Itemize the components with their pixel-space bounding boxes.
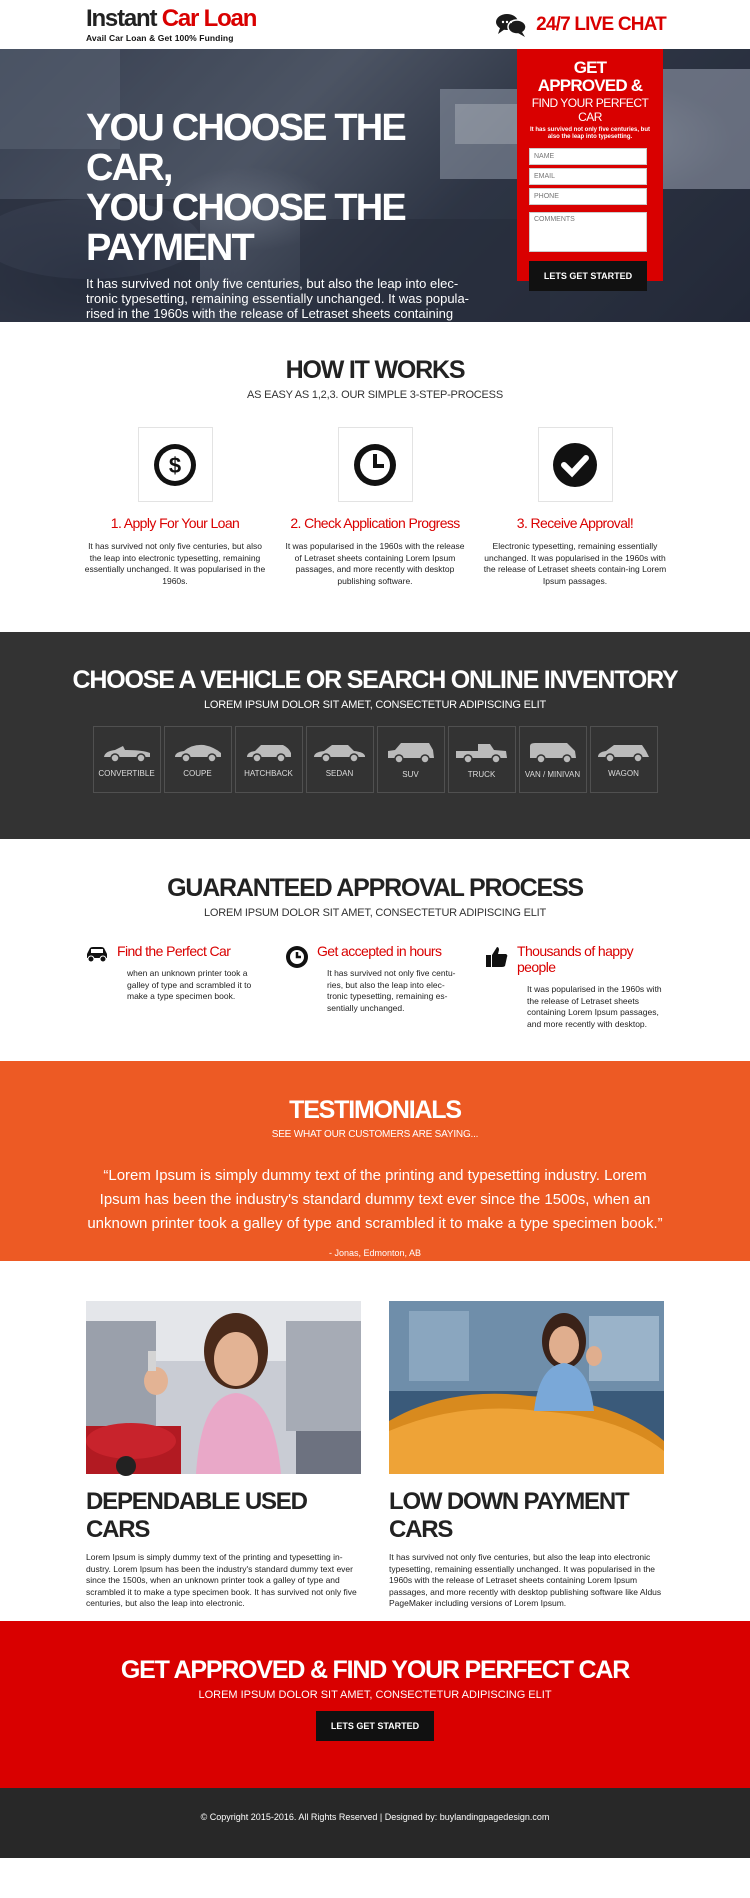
- vehicle-coupe[interactable]: [164, 726, 232, 793]
- approval-subtitle: LOREM IPSUM DOLOR SIT AMET, CONSECTETUR ADIPISCING ELIT: [203, 907, 547, 919]
- wagon-icon: [596, 741, 652, 763]
- step-title: 3. Receive Approval!: [516, 515, 634, 531]
- feature-title: Thousands of happy people: [517, 943, 634, 975]
- testimonials-section: [0, 1061, 750, 1261]
- promo-title: DEPENDABLE USED CARS: [86, 1488, 307, 1543]
- comments-field[interactable]: [529, 212, 647, 252]
- feature-description: It was popularised in the 1960s with the release of Letraset sheets containing Lorem Ipsum passages, and more recently with desktop.: [527, 984, 662, 1029]
- vehicle-truck[interactable]: [448, 726, 516, 793]
- logo-title: Instant Car Loan: [86, 5, 257, 32]
- feature-title: Find the Perfect Car: [117, 943, 231, 959]
- vehicle-title: CHOOSE A VEHICLE OR SEARCH ONLINE INVENTORY: [72, 666, 678, 694]
- cta-title: GET APPROVED & FIND YOUR PERFECT CAR: [120, 1656, 630, 1684]
- feature-description: when an unknown printer took a galley of type and scrambled it to make a type specimen book.: [127, 968, 252, 1001]
- logo[interactable]: [86, 6, 256, 43]
- step-icon-box: [338, 427, 413, 502]
- approval-section: [0, 839, 750, 1061]
- vehicle-label: CONVERTIBLE: [98, 769, 155, 778]
- approval-title: GUARANTEED APPROVAL PROCESS: [167, 874, 583, 902]
- truck-icon: [454, 740, 510, 764]
- live-chat-link[interactable]: [495, 12, 666, 38]
- step-2: [283, 427, 468, 587]
- vehicle-subtitle: LOREM IPSUM DOLOR SIT AMET, CONSECTETUR ADIPISCING ELIT: [203, 699, 547, 711]
- promo-title: LOW DOWN PAYMENT CARS: [389, 1488, 629, 1543]
- form-submit-button[interactable]: LETS GET STARTED: [529, 261, 647, 291]
- feature-description: It has survived not only five centu-ries, but also the leap into elec-tronic typesetting, remaining es-sentially unchanged.: [327, 968, 456, 1013]
- promo-low-payment: [389, 1301, 664, 1621]
- how-it-works-section: [0, 322, 750, 632]
- step-1: [83, 427, 268, 587]
- header: [0, 0, 750, 49]
- name-field[interactable]: [529, 148, 647, 165]
- vehicle-label: SEDAN: [325, 769, 354, 778]
- hero-title: YOU CHOOSE THE CAR, YOU CHOOSE THE PAYMENT: [86, 107, 405, 269]
- step-icon-box: [538, 427, 613, 502]
- step-description: It has survived not only five centuries, but also the leap into electronic typesetting, remaining essentially unchanged. It was popularised in the 1960s.: [84, 541, 266, 586]
- car-icon: [85, 945, 109, 963]
- clock-icon: [285, 945, 309, 969]
- promo-description: It has survived not only five centuries, but also the leap into electronic typesetting, remaining essentially unchanged. It was popularised in the 1960s with the release of Letraset sheets containing Lorem Ipsum passages, and more recently with desktop publishing software like Aldus PageMaker including versions of Lorem Ipsum.: [389, 1552, 662, 1608]
- how-title: HOW IT WORKS: [285, 356, 465, 384]
- form-note: It has survived not only five centuries, but also the leap into typesetting.: [529, 127, 651, 140]
- van-icon: [527, 740, 579, 764]
- logo-tagline: Avail Car Loan & Get 100% Funding: [86, 33, 234, 43]
- step-3: [483, 427, 668, 587]
- live-chat-label: 24/7 LIVE CHAT: [536, 14, 666, 35]
- cta-subtitle: LOREM IPSUM DOLOR SIT AMET, CONSECTETUR ADIPISCING ELIT: [198, 1689, 552, 1701]
- vehicle-van[interactable]: [519, 726, 587, 793]
- suv-icon: [385, 740, 437, 764]
- step-description: Electronic typesetting, remaining essentially unchanged. It was popularised in the 1960s with the release of Letraset sheets contain-ing Lorem Ipsum passages.: [483, 541, 667, 586]
- vehicle-label: COUPE: [183, 769, 212, 778]
- vehicle-label: WAGON: [608, 769, 639, 778]
- cta-start-button[interactable]: LETS GET STARTED: [316, 1711, 434, 1741]
- feature-2: [285, 943, 465, 1030]
- chat-bubbles-icon: [495, 12, 527, 38]
- step-icon-box: [138, 427, 213, 502]
- testimonials-subtitle: SEE WHAT OUR CUSTOMERS ARE SAYING...: [271, 1129, 479, 1140]
- thumbs-up-icon: [485, 945, 509, 969]
- svg-text:$: $: [168, 452, 182, 478]
- lead-form: [517, 49, 663, 281]
- dollar-icon: [152, 442, 198, 488]
- cta-section: [0, 1621, 750, 1788]
- step-title: 2. Check Application Progress: [290, 515, 460, 531]
- copyright-text: © Copyright 2015-2016. All Rights Reserved | Designed by: buylandingpagedesign.com: [200, 1812, 550, 1822]
- how-subtitle: AS EASY AS 1,2,3. OUR SIMPLE 3-STEP-PROCESS: [247, 389, 503, 401]
- testimonial-quote: “Lorem Ipsum is simply dummy text of the printing and typesetting industry. Lorem Ipsum has been the industry's standard dummy text ever since the 1500s, when an unknown printer took a galley of type and scrambled it to make a type specimen book.”: [87, 1167, 663, 1232]
- coupe-icon: [172, 741, 224, 763]
- vehicle-suv[interactable]: [377, 726, 445, 793]
- feature-title: Get accepted in hours: [317, 943, 442, 959]
- email-field[interactable]: [529, 168, 647, 185]
- convertible-icon: [101, 741, 153, 763]
- promo-description: Lorem Ipsum is simply dummy text of the printing and typesetting in-dustry. Lorem Ipsum has been the industry's standard dummy text ever since the 1500s, when an unknown printer took a galley of type and scrambled it to make a type specimen book. It has survived not only five centuries, but also the leap into electronic.: [86, 1552, 357, 1608]
- woman-leaning-on-car-photo: [389, 1301, 664, 1474]
- vehicle-label: SUV: [402, 770, 419, 779]
- testimonials-title: TESTIMONIALS: [289, 1096, 461, 1124]
- vehicle-sedan[interactable]: [306, 726, 374, 793]
- step-description: It was popularised in the 1960s with the release of Letraset sheets containing Lorem Ipsum passages, and more recently with desktop publishing software.: [285, 541, 465, 586]
- vehicle-hatchback[interactable]: [235, 726, 303, 793]
- vehicle-wagon[interactable]: [590, 726, 658, 793]
- clock-icon: [352, 442, 398, 488]
- check-icon: [552, 442, 598, 488]
- vehicle-label: VAN / MINIVAN: [524, 770, 581, 779]
- feature-1: [85, 943, 265, 1030]
- vehicle-list: [0, 726, 750, 793]
- footer: [0, 1788, 750, 1858]
- woman-with-keys-photo: [86, 1301, 361, 1474]
- promo-used-cars: [86, 1301, 361, 1621]
- phone-field[interactable]: [529, 188, 647, 205]
- vehicle-label: HATCHBACK: [244, 769, 293, 778]
- hero-section: [0, 49, 750, 336]
- form-subtitle: FIND YOUR PERFECT CAR: [531, 96, 649, 124]
- testimonial-author: - Jonas, Edmonton, AB: [328, 1248, 422, 1258]
- form-title: GET APPROVED &: [537, 58, 643, 95]
- promo-section: [0, 1261, 750, 1621]
- sedan-icon: [312, 741, 368, 763]
- feature-3: [485, 943, 665, 1030]
- hatchback-icon: [243, 741, 295, 763]
- vehicle-label: TRUCK: [467, 770, 496, 779]
- vehicle-convertible[interactable]: [93, 726, 161, 793]
- hero-description: It has survived not only five centuries, but also the leap into elec-tronic typesetting, remaining essentially unchanged. It was popula-rised in the 1960s with the release of Letraset sheets containing Lorem Ipsum passages.: [86, 276, 469, 336]
- vehicle-section: [0, 632, 750, 839]
- step-title: 1. Apply For Your Loan: [110, 515, 240, 531]
